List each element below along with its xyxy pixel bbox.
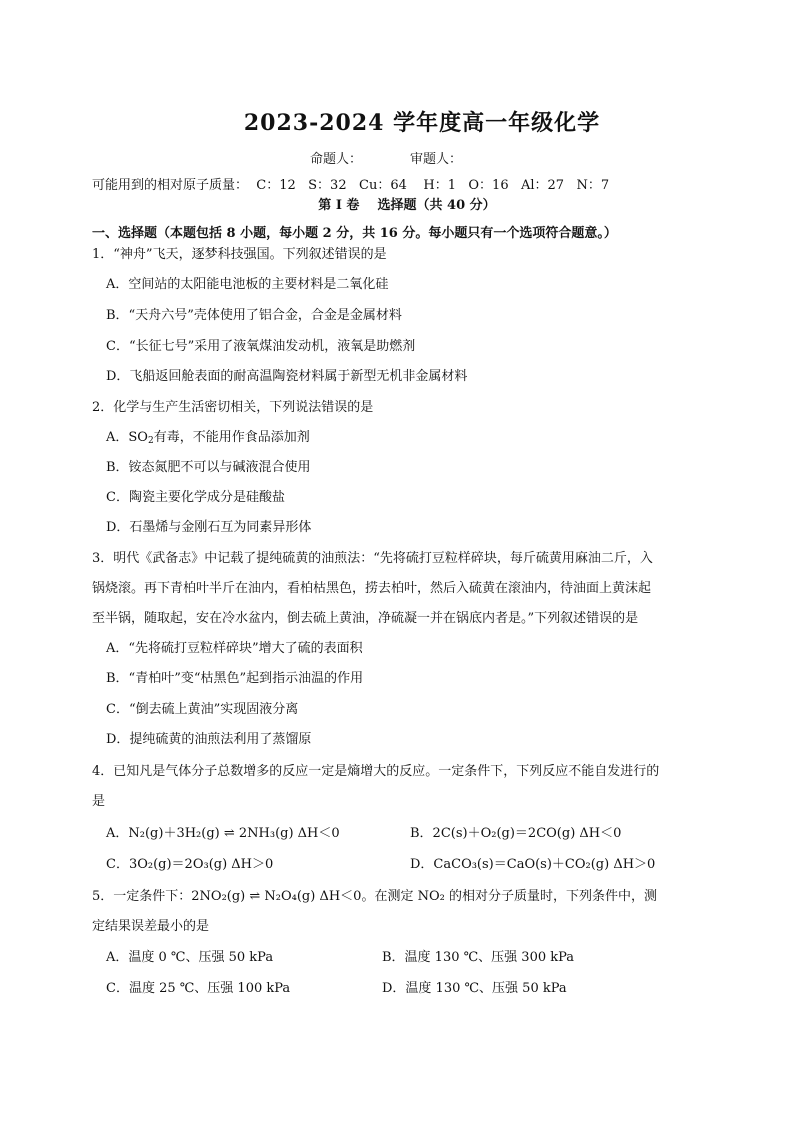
question-4-option-c: C．3O₂(g)＝2O₃(g) ΔH＞0 [106,857,274,872]
section-heading: 第 I 卷 选择题（共 40 分） [318,198,496,213]
option-a-subscript: 2 [147,436,154,446]
question-5-option-a: A．温度 0 ℃、压强 50 kPa [106,950,274,965]
authors-line [310,148,462,167]
question-3-option-c: C．“倒去硫上黄油”实现固液分离 [106,702,299,717]
question-1-option-b: B．“天舟六号”壳体使用了铝合金，合金是金属材料 [106,308,402,323]
question-2-option-a [106,430,310,446]
question-5-option-b: B．温度 130 ℃、压强 300 kPa [382,950,575,965]
atomic-masses: 可能用到的相对原子质量： C：12 S：32 Cu：64 H：1 O：16 Al：27 N：7 [92,178,610,193]
author-label: 命题人： [310,152,363,167]
question-5-option-c: C．温度 25 ℃、压强 100 kPa [106,981,291,996]
question-4-option-b: B．2C(s)＋O₂(g)＝2CO(g) ΔH＜0 [410,826,622,841]
reviewer-label: 审题人： [410,152,463,167]
question-2-stem: 2．化学与生产生活密切相关，下列说法错误的是 [92,400,374,415]
question-3-option-a: A．“先将硫打豆粒样碎块”增大了硫的表面积 [106,641,363,656]
question-4-option-d: D．CaCO₃(s)＝CaO(s)＋CO₂(g) ΔH＞0 [410,857,656,872]
section-instructions: 一、选择题（本题包括 8 小题，每小题 2 分，共 16 分。每小题只有一个选项符合题意。） [92,226,617,241]
question-3-stem-line-2: 锅烧滚。再下青柏叶半斤在油内，看柏枯黑色，捞去柏叶，然后入硫黄在滚油内，待油面上黄沫起 [92,581,652,596]
question-1-option-d: D．飞船返回舱表面的耐高温陶瓷材料属于新型无机非金属材料 [106,369,468,384]
question-5-option-d: D．温度 130 ℃、压强 50 kPa [382,981,567,996]
question-4-stem-line-1: 4．已知凡是气体分子总数增多的反应一定是熵增大的反应。一定条件下，下列反应不能自发进行的 [92,764,660,779]
option-a-prefix: A．SO [106,430,148,445]
question-4-option-a: A．N₂(g)＋3H₂(g) ⇌ 2NH₃(g) ΔH＜0 [106,826,340,841]
page-title: 2023-2024 学年度高一年级化学 [243,110,601,136]
question-5-stem-line-1: 5．一定条件下：2NO₂(g) ⇌ N₂O₄(g) ΔH＜0。在测定 NO₂ 的相对分子质量时，下列条件中，测 [92,889,657,904]
question-3-option-d: D．提纯硫黄的油煎法利用了蒸馏原 [106,732,312,747]
question-5-stem-line-2: 定结果误差最小的是 [92,919,210,934]
question-2-option-b: B．铵态氮肥不可以与碱液混合使用 [106,460,311,475]
question-1-option-a: A．空间站的太阳能电池板的主要材料是二氧化硅 [106,277,389,292]
question-1-stem: 1．“神舟”飞天，逐梦科技强国。下列叙述错误的是 [92,247,387,262]
question-1-option-c: C．“长征七号”采用了液氧煤油发动机，液氧是助燃剂 [106,339,416,354]
question-3-stem-line-3: 至半锅，随取起，安在冷水盆内，倒去硫上黄油，净硫凝一并在锅底内者是。”下列叙述错误的是 [92,611,639,626]
question-3-stem-line-1: 3．明代《武备志》中记载了提纯硫黄的油煎法：“先将硫打豆粒样碎块，每斤硫黄用麻油二斤，入 [92,551,653,566]
question-2-option-d: D．石墨烯与金刚石互为同素异形体 [106,520,312,535]
question-3-option-b: B．“青柏叶”变“枯黑色”起到指示油温的作用 [106,671,364,686]
question-4-stem-line-2: 是 [92,794,106,809]
option-a-text: 有毒，不能用作食品添加剂 [153,430,310,445]
question-2-option-c: C．陶瓷主要化学成分是硅酸盐 [106,490,285,505]
